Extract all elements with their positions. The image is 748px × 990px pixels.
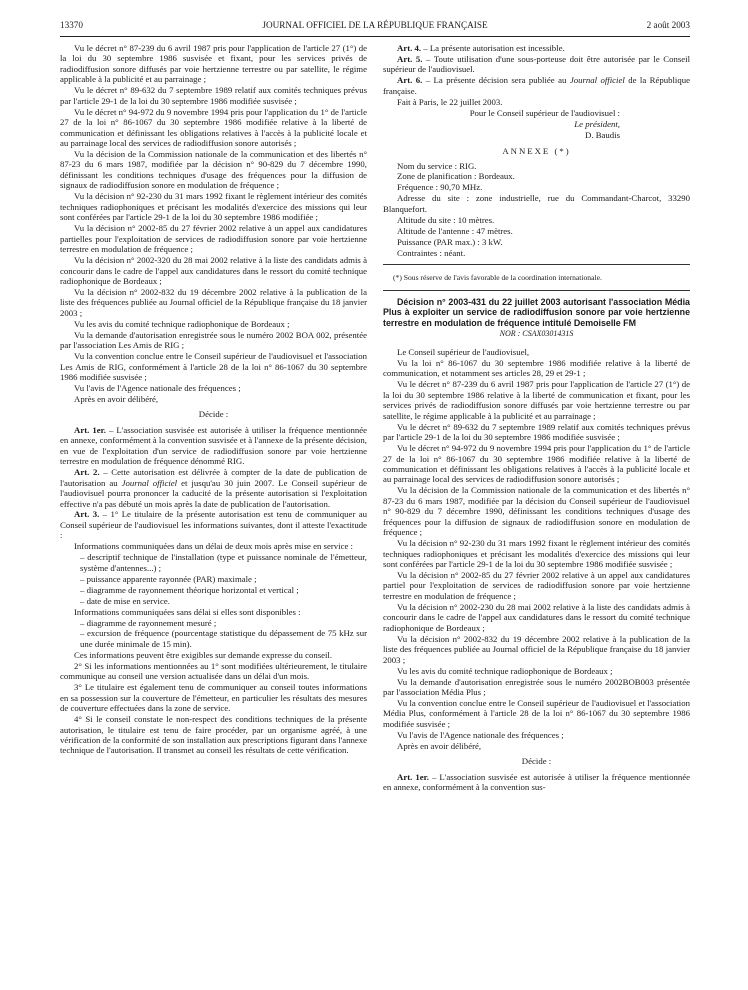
visa-paragraph: Vu l'avis de l'Agence nationale des fréquences ; — [397, 729, 564, 740]
article-text: de la République française. — [383, 75, 690, 96]
article-text: – La présente autorisation est incessible. — [423, 43, 565, 53]
visa-paragraph: Vu la demande d'autorisation enregistrée sous le numéro 2002BOB003 présentée par l'association Média Plus ; — [383, 676, 690, 698]
visa-paragraph: Vu les avis du comité technique radiophonique de Bordeaux ; — [397, 665, 613, 676]
annexe-line: Altitude de l'antenne : 47 mètres. — [397, 225, 513, 236]
list-item: – date de mise en service. — [80, 595, 170, 606]
section-divider — [383, 290, 690, 291]
visa-paragraph: Vu la convention conclue entre le Conseil supérieur de l'audiovisuel et l'association Les Amis de RIG, conformément à l'article 28 de la loi n° 86-1067 du 30 septembre 1986 modifiée susvisée ; — [60, 351, 367, 383]
visa-paragraph: Vu la loi n° 86-1067 du 30 septembre 1986 modifiée relative à la liberté de communication, et notamment ses articles 28, 29 et 29-1 ; — [383, 357, 690, 379]
article-text-italic: Journal officiel — [121, 477, 178, 488]
signature-role: Le président, — [574, 118, 620, 129]
visa-paragraph: Après en avoir délibéré, — [74, 393, 159, 404]
list-item: – descriptif technique de l'installation (type et puissance nominale de l'émetteur, système d'antennes...) ; — [80, 552, 367, 573]
article-text: – L'association susvisée est autorisée à utiliser la fréquence mentionnée en annexe, conformément à la convention sus- — [383, 771, 691, 793]
decision-title: Décision n° 2003-431 du 22 juillet 2003 autorisant l'association Média Plus à exploiter un service de radiodiffusion sonore par voie hertzienne terrestre en modulation de fréquence intitulé Demoiselle FM — [383, 296, 690, 328]
article-text: – 1° Le titulaire de la présente autorisation est tenu de communiquer au Conseil supérieur de l'audiovisuel les informations suivantes, dont il atteste l'exactitude : — [60, 509, 368, 541]
decide-label: Décide : — [521, 756, 552, 767]
info-heading: Informations communiquées sans délai si elles sont disponibles : — [74, 606, 301, 617]
annexe-footnote: (*) Sous réserve de l'avis favorable de la coordination internationale. — [393, 273, 602, 283]
article-text: – L'association susvisée est autorisée à utiliser la fréquence mentionnée en annexe, conformément à la convention susvisée et à l'annexe de la présente décision, en vue de l'exploitation d'un service de radiodiffusion sonore par voie hertzienne terrestre en modulation de fréquence dénommé RIG. — [60, 424, 368, 467]
decide-label: Décide : — [198, 409, 229, 420]
article-label: Art. 3. — [74, 509, 100, 520]
nor-reference: NOR : CSAX0301431S — [499, 328, 574, 338]
annexe-line: Adresse du site : zone industrielle, rue du Commandant-Charcot, 33290 Blanquefort. — [383, 193, 690, 214]
header-rule — [60, 36, 690, 37]
visa-paragraph: Après en avoir délibéré, — [397, 740, 482, 751]
visa-paragraph: Vu la décision n° 2002-85 du 27 février 2002 relative à un appel aux candidatures partiel pour l'exploitation de services de radiodiffusion sonore par voie hertzienne terrestre en modulation de fréquence ; — [383, 570, 690, 601]
visa-paragraph: Vu la décision de la Commission nationale de la communication et des libertés n° 87-23 du 6 mars 1987, modifiée par la décision n° 90-829 du 7 décembre 1990, définissant les conditions techniques d'usage des fréquences pour la diffusion de signaux de radiodiffusion sonore en modulation de fréquence ; — [60, 149, 367, 191]
article-text-italic: Journal officiel — [569, 75, 625, 86]
article-3-p4: 4° Si le conseil constate le non-respect des conditions techniques de la présente autorisation, le titulaire est tenu de faire procéder, par un organisme agréé, à une vérification de la conformité de son installation aux prescriptions figurant dans l'annexe technique de l'autorisation. Il transmet au conseil les résultats de cette vérification. — [60, 714, 368, 756]
visa-paragraph: Vu le décret n° 87-239 du 6 avril 1987 pris pour l'application de l'article 27 (1°) de la loi du 30 septembre 1986 susvisée et fixant, pour les services privés de radiodiffusion sonore diffusés par voie hertzienne terrestre ou par satellite, le régime applicable à la publicité et au parrainage ; — [60, 43, 367, 85]
annexe-line: Fréquence : 90,70 MHz. — [397, 182, 483, 193]
visa-paragraph: Vu le décret n° 89-632 du 7 septembre 1989 relatif aux comités techniques prévus par l'article 29-1 de la loi du 30 septembre 1986 modifiée susvisée ; — [383, 421, 690, 443]
article-4 — [383, 43, 690, 53]
article-5 — [383, 54, 690, 75]
visa-paragraph: Vu la convention conclue entre le Conseil supérieur de l'audiovisuel et l'association Média Plus, conformément à l'article 28 de la loi n° 86-1067 du 30 septembre 1986 modifiée susvisée ; — [383, 697, 690, 729]
signature-name: D. Baudis — [585, 129, 620, 140]
left-column — [60, 43, 367, 756]
visa-paragraph: Vu la décision n° 2002-320 du 28 mai 2002 relative à la liste des candidats admis à concourir dans le cadre de l'appel aux candidatures dans le ressort du comité technique radiophonique de Bordeaux ; — [60, 255, 367, 286]
visa-paragraph: Vu la décision n° 2002-230 du 28 mai 2002 relative à la liste des candidats admis à concourir dans le cadre de l'appel aux candidatures dans le ressort du comité technique radiophonique de Bordeaux ; — [383, 601, 690, 633]
visa-paragraph: Vu la décision n° 2002-832 du 19 décembre 2002 relative à la publication de la liste des fréquences publiée au Journal officiel de la République française du 18 janvier 2003 ; — [383, 633, 690, 665]
visa-paragraph: Le Conseil supérieur de l'audiovisuel, — [397, 347, 530, 358]
annexe-line: Altitude du site : 10 mètres. — [397, 214, 495, 225]
article-2 — [60, 467, 367, 509]
visa-paragraph: Vu la demande d'autorisation enregistrée sous le numéro 2002 BOA 002, présentée par l'association Les Amis de RIG ; — [60, 329, 367, 351]
article-label: Art. 1er. — [397, 771, 429, 782]
article-text: – Toute utilisation d'une sous-porteuse doit être autorisée par le Conseil supérieur de l'audiovisuel. — [383, 53, 691, 75]
annexe-line: Nom du service : RIG. — [397, 160, 477, 171]
place-date: Fait à Paris, le 22 juillet 2003. — [397, 96, 503, 107]
article-label: Art. 1er. — [74, 424, 106, 435]
annexe-line: Contraintes : néant. — [397, 247, 466, 258]
visa-paragraph: Vu la décision n° 92-230 du 31 mars 1992 fixant le règlement intérieur des comités techniques radiophoniques et précisant les modalités d'exercice des missions qui leur sont conférées par l'article 29-1 de la loi du 30 septembre 1986 modifiée susvisée ; — [383, 538, 690, 570]
annexe-line: Zone de planification : Bordeaux. — [397, 171, 515, 182]
issue-date: 2 août 2003 — [646, 20, 690, 30]
article-1 — [383, 772, 690, 793]
article-3-p2: 2° Si les informations mentionnées au 1° sont modifiées ultérieurement, le titulaire communique au conseil une version actualisée dans un délai d'un mois. — [60, 660, 367, 682]
page-header — [60, 20, 690, 36]
info-tail: Ces informations peuvent être exigibles sur demande expresse du conseil. — [74, 649, 333, 660]
list-item: – diagramme de rayonnement mesuré ; — [80, 617, 217, 628]
visa-paragraph: Vu la décision n° 92-230 du 31 mars 1992 fixant le règlement intérieur des comités techniques radiophoniques et précisant les modalités d'exercice des missions qui leur sont conférées par l'article 29-1 de la loi du 30 septembre 1986 modifiée ; — [60, 191, 367, 223]
page-number: 13370 — [60, 20, 83, 30]
annexe-heading: ANNEXE (*) — [502, 146, 571, 157]
signature-for: Pour le Conseil supérieur de l'audiovisuel : — [469, 107, 620, 118]
list-item: – diagramme de rayonnement théorique horizontal et vertical ; — [80, 584, 299, 595]
visa-paragraph: Vu le décret n° 89-632 du 7 septembre 1989 relatif aux comités techniques prévus par l'article 29-1 de la loi du 30 septembre 1986 modifiée susvisée ; — [60, 85, 367, 106]
journal-title: JOURNAL OFFICIEL DE LA RÉPUBLIQUE FRANÇAISE — [262, 20, 488, 30]
list-item: – puissance apparente rayonnée (PAR) maximale ; — [80, 573, 257, 584]
article-text: – La présente décision sera publiée au — [425, 75, 570, 86]
annexe-line: Puissance (PAR max.) : 3 kW. — [397, 236, 503, 247]
visa-paragraph: Vu les avis du comité technique radiophonique de Bordeaux ; — [74, 318, 290, 329]
article-label: Art. 6. — [397, 75, 423, 86]
visa-paragraph: Vu le décret n° 94-972 du 9 novembre 1994 pris pour l'application du 1° de l'article 27 de la loi n° 86-1067 du 30 septembre 1986 modifiée relative à la liberté de communication et définissant les obligations relatives à l'accès à la publicité locale et au parrainage local des services de radiodiffusion sonore autorisés ; — [383, 443, 690, 485]
visa-paragraph: Vu la décision n° 2002-832 du 19 décembre 2002 relative à la publication de la liste des fréquences publiée au Journal officiel de la République française du 18 janvier 2003 ; — [60, 286, 367, 318]
visa-paragraph: Vu la décision de la Commission nationale de la communication et des libertés n° 87-23 du 6 mars 1987, modifiée par la décision du Conseil supérieur de l'audiovisuel n° 90-829 du 7 décembre 1990, définissant les conditions techniques d'usage des fréquences pour la diffusion de signaux de radiodiffusion sonore en modulation de fréquence ; — [383, 485, 690, 538]
article-text: et jusqu'au 30 juin 2007. Le Conseil supérieur de l'audiovisuel pourra prononcer la caducité de la présente autorisation si l'exploitation effective n'a pas débuté un mois après la date de publication de l'autorisation. — [60, 477, 367, 509]
visa-paragraph: Vu le décret n° 87-239 du 6 avril 1987 pris pour l'application de l'article 27 (1°) de la loi du 30 septembre 1986 relative à la liberté de communication et fixant, pour les services privés de radiodiffusion sonore diffusés par voie hertzienne terrestre ou par satellite, le régime applicable à la publicité et au parrainage ; — [383, 379, 690, 421]
article-1 — [60, 425, 367, 467]
right-column — [383, 43, 690, 793]
visa-paragraph: Vu l'avis de l'Agence nationale des fréquences ; — [74, 383, 241, 393]
visa-paragraph: Vu le décret n° 94-972 du 9 novembre 1994 pris pour l'application du 1° de l'article 27 de la loi n° 86-1067 du 30 septembre 1986 modifiée relative à la liberté de communication et définissant les obligations relatives à l'accès à la publicité locale et au parrainage local des services de radiodiffusion sonore autorisés ; — [60, 106, 367, 149]
visa-paragraph: Vu la décision n° 2002-85 du 27 février 2002 relative à un appel aux candidatures partielles pour l'exploitation de services de radiodiffusion sonore par voie hertzienne terrestre en modulation de fréquence ; — [60, 223, 367, 255]
article-label: Art. 5. — [397, 53, 423, 64]
article-label: Art. 4. — [397, 43, 422, 53]
annexe-footnote-rule — [383, 264, 690, 265]
info-heading: Informations communiquées dans un délai de deux mois après mise en service : — [74, 541, 353, 552]
article-label: Art. 2. — [74, 467, 100, 478]
list-item: – excursion de fréquence (pourcentage statistique du dépassement de 75 kHz sur une durée minimale de 15 min). — [80, 628, 367, 649]
article-3-p3: 3° Le titulaire est également tenu de communiquer au conseil toutes informations en sa possession sur la couverture de l'émetteur, en particulier les résultats des mesures de couverture effectuées dans la zone de service. — [60, 682, 367, 714]
article-6 — [383, 75, 690, 96]
article-3 — [60, 509, 367, 540]
article-text: – Cette autorisation est délivrée à compter de la date de publication de l'autorisation au — [60, 467, 367, 488]
